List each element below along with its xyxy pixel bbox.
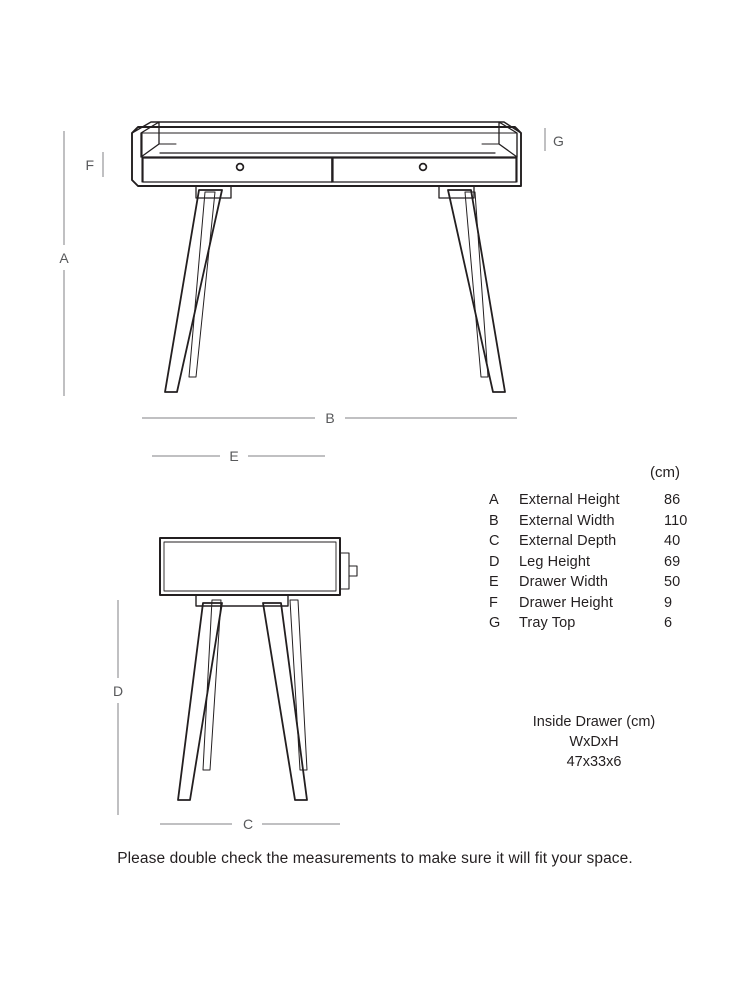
side-body-inner [164, 542, 336, 591]
spec-key: A [489, 492, 499, 508]
side-leg-rail [196, 595, 288, 606]
spec-key: C [489, 533, 500, 549]
spec-row-f [489, 595, 699, 616]
spec-value: 110 [664, 512, 688, 529]
side-body-outline [160, 538, 340, 595]
front-leg-right-front [448, 190, 505, 392]
spec-name: Tray Top [519, 615, 576, 631]
spec-table [489, 492, 699, 636]
spec-name: External Height [519, 492, 620, 508]
spec-key: G [489, 615, 501, 631]
dim-label-d: D [112, 683, 124, 699]
spec-name: External Width [519, 512, 615, 529]
drawer-knob-right [420, 164, 427, 171]
spec-key: E [489, 574, 499, 590]
inside-drawer-title: Inside Drawer (cm) [532, 714, 656, 730]
spec-value: 50 [664, 574, 681, 590]
dim-label-g: G [553, 133, 564, 149]
dim-label-b: B [325, 410, 335, 426]
side-view-dimensions [118, 600, 340, 824]
spec-row-c [489, 533, 699, 554]
spec-value: 86 [664, 492, 681, 508]
spec-name: External Depth [519, 533, 617, 549]
spec-row-g [489, 615, 699, 636]
inside-drawer-axes: WxDxH [569, 734, 619, 750]
inside-drawer-block [489, 712, 699, 772]
front-leg-left-rear [189, 192, 215, 377]
spec-value: 69 [664, 553, 681, 570]
spec-row-a [489, 492, 699, 513]
dim-label-a: A [59, 250, 69, 266]
side-leg-front-left [178, 603, 222, 800]
front-view-dimensions [64, 128, 545, 456]
spec-row-e [489, 574, 699, 595]
spec-key: D [489, 553, 500, 570]
side-drawer-knob [340, 553, 357, 589]
drawer-knob-left [237, 164, 244, 171]
dim-label-f: F [85, 157, 94, 173]
spec-name: Leg Height [519, 553, 591, 570]
spec-row-b [489, 513, 699, 534]
dim-label-e: E [229, 448, 239, 464]
spec-value: 40 [664, 533, 681, 549]
dim-label-c: C [242, 816, 254, 832]
spec-unit-label: (cm) [650, 464, 680, 481]
spec-name: Drawer Height [519, 594, 613, 611]
spec-value: 6 [664, 615, 673, 631]
spec-key: F [489, 594, 498, 611]
front-leg-left-front [165, 190, 222, 392]
spec-value: 9 [664, 594, 673, 611]
spec-key: B [489, 512, 499, 529]
front-view-desk [132, 122, 521, 392]
spec-row-d [489, 554, 699, 575]
footer-note: Please double check the measurements to make sure it will fit your space. [117, 850, 633, 867]
spec-name: Drawer Width [519, 574, 609, 590]
side-view-desk [160, 538, 357, 800]
inside-drawer-values: 47x33x6 [566, 754, 622, 770]
